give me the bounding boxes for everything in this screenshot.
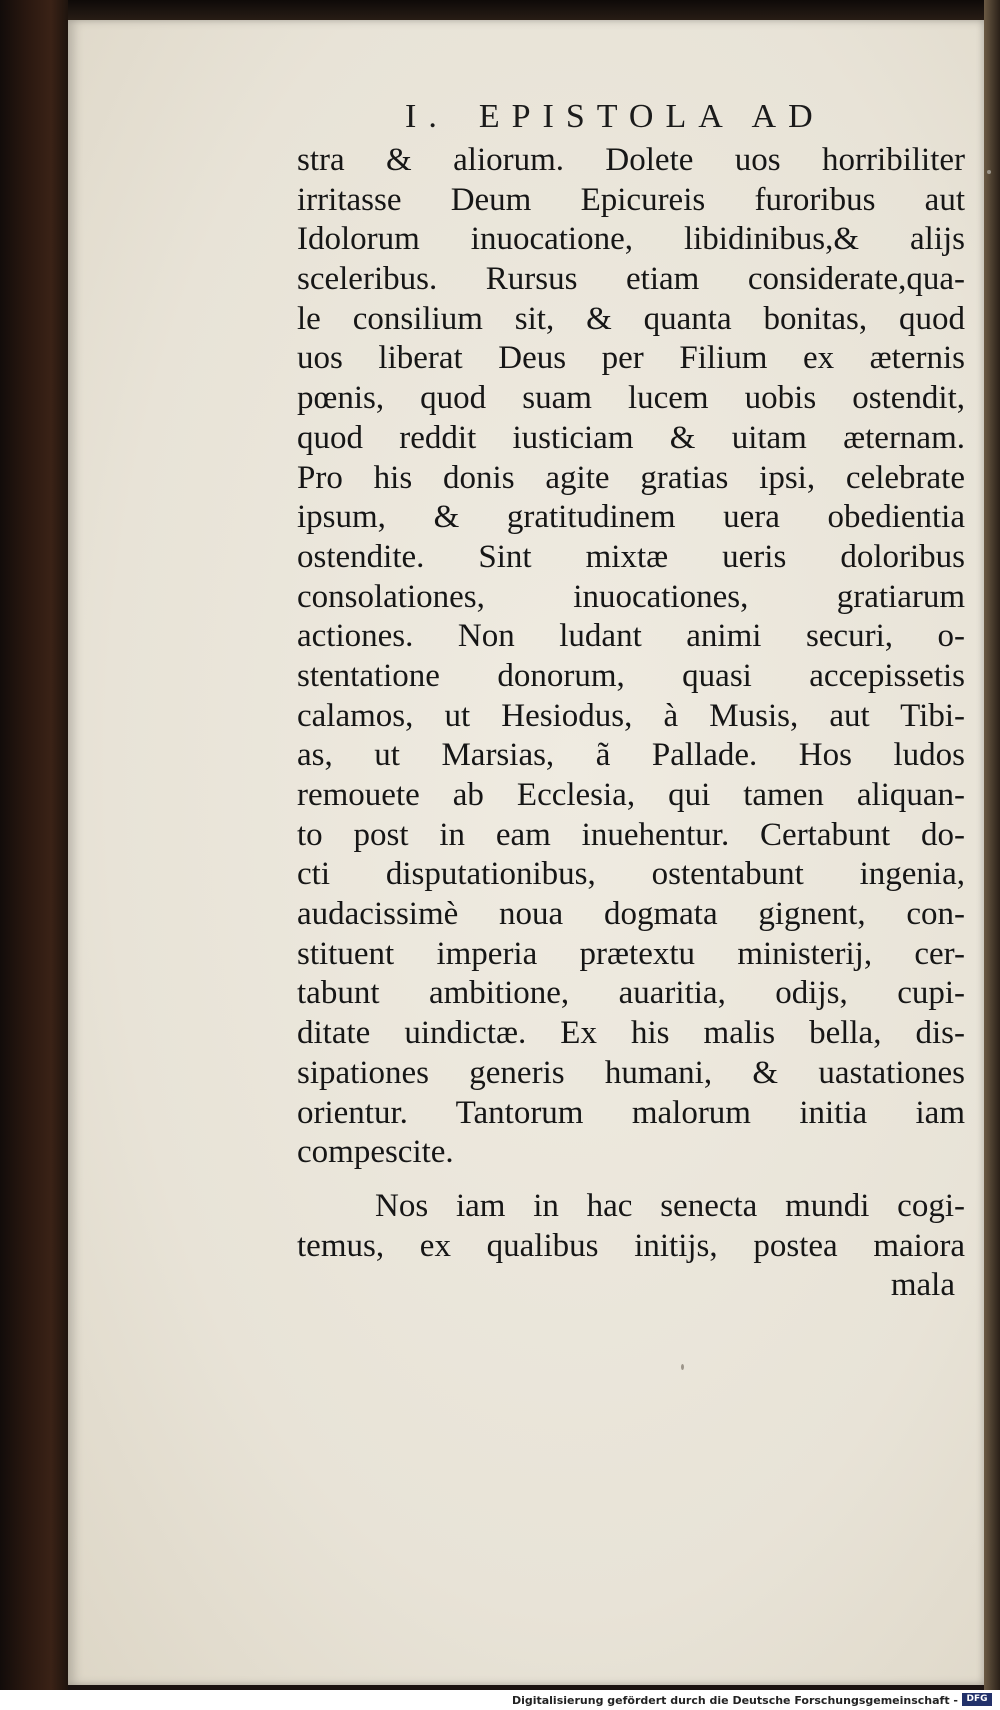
text-line: remouete ab Ecclesia, qui tamen aliquan- <box>297 777 965 813</box>
text-line: temus, ex qualibus initіјs, postea maiora <box>297 1227 965 1264</box>
running-head-number: I. <box>405 98 449 135</box>
text-line: to post in eam inuehentur. Certabunt do- <box>297 816 965 853</box>
text-line: uos liberat Deus per Filium ex æternis <box>297 340 965 377</box>
text-line: consolationes, inuocationes, gratiarum <box>297 578 965 615</box>
text-line: actiones. Non ludant animi securi, o- <box>297 618 965 655</box>
text-line: pœnis, quod suam lucem uobis ostendit, <box>297 380 965 417</box>
text-line: orientur. Tantorum malorum initia iam <box>297 1094 965 1131</box>
text-line: ipsum, & gratitudinem uera obedientia <box>297 499 965 536</box>
text-line: audacissimè noua dogmata gignent, con- <box>297 896 965 933</box>
text-block <box>297 141 965 1306</box>
text-line: quod reddit iusticiam & uitam æternam. <box>297 419 965 456</box>
catchword: mala <box>890 1267 955 1304</box>
text-line: stra & aliorum. Dolete uos horribiliter <box>297 142 965 178</box>
text-line: sipationes generis humani, & uastationes <box>297 1054 965 1091</box>
text-line: Pro his donis agite gratias ipsi, celebrate <box>297 459 965 496</box>
page-speck <box>681 1364 684 1370</box>
text-line: calamos, ut Hesiodus, à Musis, aut Tibi- <box>297 697 965 734</box>
text-line: ditate uindictæ. Ex his malis bella, dis- <box>297 1015 965 1052</box>
text-line: Nos iam in hac senecta mundi cogi- <box>375 1187 965 1224</box>
page-speck <box>987 170 991 174</box>
running-head-title: EPISTOLA AD <box>478 98 825 135</box>
text-line: ostendite. Sint mixtæ ueris doloribus <box>297 538 965 575</box>
text-line: le consilium sit, & quanta bonitas, quod <box>297 300 965 337</box>
text-line: tabunt ambitione, auaritia, odіјs, cupi- <box>297 975 965 1012</box>
book-edge-top <box>0 0 1000 22</box>
footer-credit: Digitalisierung gefördert durch die Deutsche Forschungsgemeinschaft - <box>511 1694 958 1707</box>
text-line: as, ut Marsias, ã Pallade. Hos ludos <box>297 737 965 774</box>
text-line: stituent imperia prætextu ministerіј, cer- <box>297 935 965 972</box>
text-line: stentatione donorum, quasi accepissetis <box>297 657 965 694</box>
paragraph-2 <box>297 1187 965 1266</box>
text-line: sceleribus. Rursus etiam considerate,qua- <box>297 261 965 298</box>
text-line: compescite. <box>297 1134 454 1171</box>
book-right-edge <box>984 0 1000 1690</box>
dfg-logo-icon: DFG <box>962 1693 992 1706</box>
text-line: irritasse Deum Epicureis furoribus aut <box>297 181 965 218</box>
text-line: cti disputationibus, ostentabunt ingenia, <box>297 856 965 893</box>
book-spine-edge <box>0 0 68 1690</box>
text-line: Idolorum inuocatione, libidinibus,& aliјs <box>297 221 965 258</box>
running-head <box>405 98 925 136</box>
paragraph-1 <box>297 141 965 1173</box>
